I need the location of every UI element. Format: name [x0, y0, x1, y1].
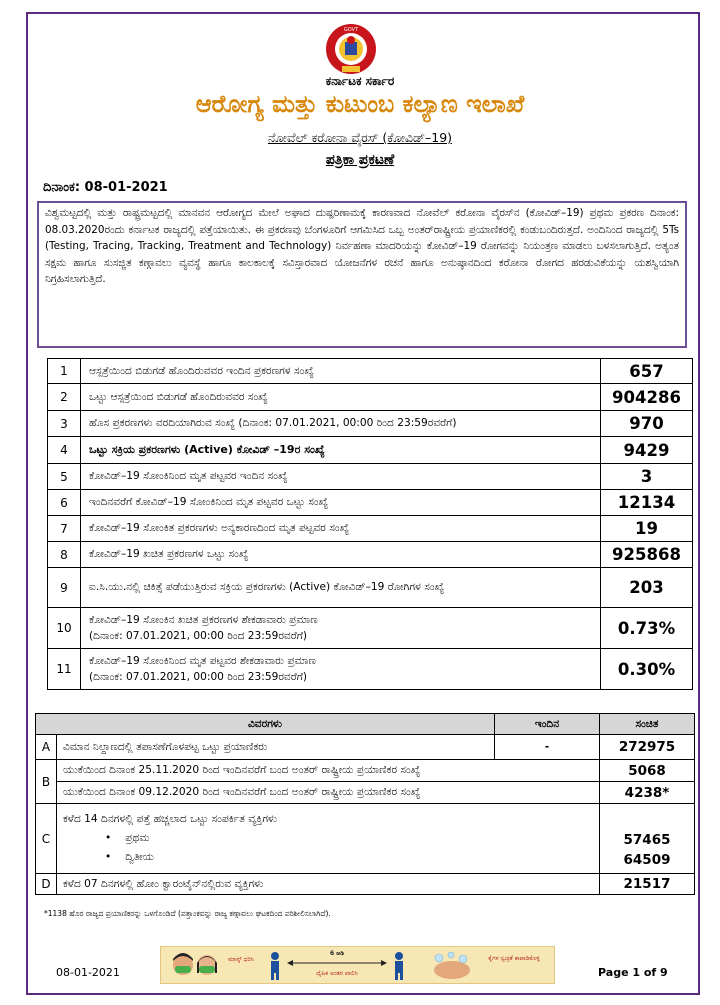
- stats-row-number: 7: [48, 516, 81, 542]
- row-d-letter: D: [36, 874, 57, 895]
- covid-stats-table: [47, 358, 693, 690]
- footnote: *1138 ಹೊರ ರಾಜ್ಯದ ಪ್ರಯಾಣಿಕರನ್ನು ಒಳಗೊಂಡಿದೆ (ಪತ್ತಾಂಕವನ್ನು ರಾಜ್ಯ ಕಣ್ಗಾವಲು ಘಟಕದಿಂದ ಪರಿಶೀಲಿಸಲಾಗಿದೆ).: [44, 909, 331, 918]
- stats-row-date-range: (ದಿನಾಂಕ: 07.01.2021, 00:00 ರಿಂದ 23:59ರವರೆಗೆ): [89, 629, 308, 642]
- row-a-total: 272975: [600, 735, 695, 760]
- row-d-total: 21517: [600, 874, 695, 895]
- row-c-desc-text: ಕಳೆದ 14 ದಿನಗಳಲ್ಲಿ ಪತ್ತೆ ಹಚ್ಚಲಾದ ಒಟ್ಟು ಸಂಪರ್ಕಿತ ವ್ಯಕ್ತಿಗಳು: [63, 813, 278, 825]
- stats-row-description: [81, 516, 601, 542]
- masked-faces-icon: [169, 951, 221, 981]
- stats-row-description: [81, 608, 601, 649]
- stats-row-number: 10: [48, 608, 81, 649]
- row-b1-total: 5068: [600, 760, 695, 782]
- row-b1-desc: ಯುಕೆಯಿಂದ ದಿನಾಂಕ 25.11.2020 ರಿಂದ ಇಂದಿನವರೆಗೆ ಬಂದ ಅಂತರ್ ರಾಷ್ಟ್ರೀಯ ಪ್ರಯಾಣಿಕರ ಸಂಖ್ಯೆ: [57, 760, 600, 782]
- release-date: ದಿನಾಂಕ: 08-01-2021: [43, 180, 168, 195]
- stats-row-description-text: ಕೋವಿಡ್–19 ಸೋಂಕಿನಿಂದ ಮೃತ ಪಟ್ಟವರ ಇಂದಿನ ಸಂಖ್ಯೆ: [89, 470, 288, 482]
- banner-mask-text: ಮಾಸ್ಕ್ ಧರಿಸಿ: [228, 956, 254, 963]
- stats-row: [48, 649, 693, 690]
- stats-row: [48, 542, 693, 568]
- stats-row-description: [81, 490, 601, 516]
- traveller-header-row: [36, 714, 695, 735]
- stats-row-description-text: ಆಸ್ಪತ್ರೆಯಿಂದ ಬಿಡುಗಡೆ ಹೊಂದಿರುವವರ ಇಂದಿನ ಪ್ರಕರಣಗಳ ಸಂಖ್ಯೆ: [89, 364, 314, 377]
- stats-row-description: [81, 568, 601, 608]
- stats-row-description-text: ಕೋವಿಡ್–19 ಸೋಂಕಿನಿಂದ ಮೃತ ಪಟ್ಟವರ ಶೇಕಡಾವಾರು ಪ್ರಮಾಣ: [89, 654, 316, 667]
- stats-row: [48, 384, 693, 411]
- row-d: [36, 874, 695, 895]
- row-b2-total: 4238*: [600, 782, 695, 804]
- svg-text:GOVT: GOVT: [343, 27, 359, 33]
- stats-row-value: 9429: [601, 437, 693, 464]
- stats-row-number: 11: [48, 649, 81, 690]
- row-d-desc: ಕಳೆದ 07 ದಿನಗಳಲ್ಲಿ ಹೋಂ ಕ್ವಾರಂಟೈನ್‌ನಲ್ಲಿರುವ ವ್ಯಕ್ತಿಗಳು: [57, 874, 600, 895]
- stats-row-number: 1: [48, 359, 81, 384]
- stats-row-description: [81, 649, 601, 690]
- stats-row-value: 203: [601, 568, 693, 608]
- stats-row: [48, 411, 693, 437]
- stats-row-number: 2: [48, 384, 81, 411]
- stats-row: [48, 464, 693, 490]
- stats-row-number: 9: [48, 568, 81, 608]
- government-name: ಕರ್ನಾಟಕ ಸರ್ಕಾರ: [325, 74, 395, 88]
- stats-row-value: 657: [601, 359, 693, 384]
- row-b1: [36, 760, 695, 782]
- stats-row-description-text: ಕೋವಿಡ್–19 ಖಚಿತ ಪ್ರಕರಣಗಳ ಒಟ್ಟು ಸಂಖ್ಯೆ: [89, 548, 249, 560]
- stats-row-description-text: ಕೋವಿಡ್–19 ಸೋಂಕಿತ ಪ್ರಕರಣಗಳು ಅನ್ಯಕಾರಣದಿಂದ ಮೃತ ಪಟ್ಟವರ ಸಂಖ್ಯೆ: [89, 522, 350, 534]
- footer-page-number: Page 1 of 9: [598, 966, 668, 979]
- row-a: [36, 735, 695, 760]
- row-c-letter: C: [36, 804, 57, 874]
- row-b2-desc: ಯುಕೆಯಿಂದ ದಿನಾಂಕ 09.12.2020 ರಿಂದ ಇಂದಿನವರೆಗೆ ಬಂದ ಅಂತರ್ ರಾಷ್ಟ್ರೀಯ ಪ್ರಯಾಣಿಕರ ಸಂಖ್ಯೆ: [57, 782, 600, 804]
- stats-row-description: [81, 359, 601, 384]
- stats-row: [48, 437, 693, 464]
- karnataka-emblem-icon: [318, 22, 384, 78]
- row-a-today: -: [495, 735, 600, 760]
- stats-row: [48, 608, 693, 649]
- distance-arrow-icon: [287, 959, 387, 967]
- stats-row-value: 19: [601, 516, 693, 542]
- row-a-desc: ವಿಮಾನ ನಿಲ್ದಾಣದಲ್ಲಿ ತಪಾಸಣೆಗೊಳಪಟ್ಟ ಒಟ್ಟು ಪ್ರಯಾಣಿಕರು: [57, 735, 495, 760]
- subtitle: [0, 130, 720, 146]
- stats-row-description: [81, 411, 601, 437]
- footer-date: 08-01-2021: [56, 966, 120, 979]
- stats-row-description: [81, 464, 601, 490]
- stats-row: [48, 359, 693, 384]
- stats-row-description-text: ಹೊಸ ಪ್ರಕರಣಗಳು ವರದಿಯಾಗಿರುವ ಸಂಖ್ಯೆ (ದಿನಾಂಕ: 07.01.2021, 00:00 ರಿಂದ 23:59ರವರೆಗೆ): [89, 417, 457, 429]
- department-title: ಆರೋಗ್ಯ ಮತ್ತು ಕುಟುಂಬ ಕಲ್ಯಾಣ ಇಲಾಖೆ: [195, 90, 525, 118]
- row-c-desc: [57, 804, 600, 874]
- person-left-icon: [267, 951, 283, 981]
- washing-hands-icon: [429, 950, 475, 982]
- banner-distance-text: ದೈಹಿಕ ಅಂತರ ಪಾಲಿಸಿ: [316, 970, 358, 977]
- row-c-secondary-total: 64509: [623, 851, 671, 868]
- stats-row-number: 4: [48, 437, 81, 464]
- stats-row-description: [81, 384, 601, 411]
- stats-row: [48, 516, 693, 542]
- stats-row-number: 6: [48, 490, 81, 516]
- stats-row-number: 5: [48, 464, 81, 490]
- stats-row-value: 3: [601, 464, 693, 490]
- stats-row-description: [81, 437, 601, 464]
- row-c-primary-total: 57465: [623, 831, 671, 848]
- stats-row-value: 12134: [601, 490, 693, 516]
- header-today: ಇಂದಿನ: [495, 714, 600, 735]
- row-c-primary-label: • ಪ್ರಥಮ: [63, 832, 593, 845]
- banner-distance-value: 6 ಅಡಿ: [330, 950, 344, 957]
- safety-banner: [160, 946, 555, 984]
- stats-row-description-text: ಐ.ಸಿ.ಯು.ನಲ್ಲಿ ಚಿಕಿತ್ಸೆ ಪಡೆಯುತ್ತಿರುವ ಸಕ್ರಿಯ ಪ್ರಕರಣಗಳು (Active) ಕೋವಿಡ್–19 ರೋಗಿಗಳ ಸಂಖ್ಯೆ: [89, 581, 445, 593]
- stats-row-date-range: (ದಿನಾಂಕ: 07.01.2021, 00:00 ರಿಂದ 23:59ರವರೆಗೆ): [89, 670, 308, 683]
- stats-row: [48, 490, 693, 516]
- stats-row-value: 0.73%: [601, 608, 693, 649]
- stats-row-number: 8: [48, 542, 81, 568]
- stats-row-value: 0.30%: [601, 649, 693, 690]
- row-c-totals: [600, 804, 695, 874]
- banner-hands-text: ಕೈಗಳ ಸ್ವಚ್ಛತೆ ಕಾಪಾಡಿಕೊಳ್ಳಿ: [488, 955, 540, 962]
- stats-row-value: 925868: [601, 542, 693, 568]
- stats-row: [48, 568, 693, 608]
- stats-row-description-text: ಒಟ್ಟು ಸಕ್ರಿಯ ಪ್ರಕರಣಗಳು (Active) ಕೋವಿಡ್ –19ರ ಸಂಖ್ಯೆ: [89, 443, 325, 456]
- press-release-title: [0, 152, 720, 168]
- covid-stats-body: [48, 359, 693, 690]
- person-right-icon: [391, 951, 407, 981]
- press-release-title-text: ಪತ್ರಿಕಾ ಪ್ರಕಟಣೆ: [325, 152, 395, 168]
- header-details: ವಿವರಗಳು: [36, 714, 495, 735]
- stats-row-number: 3: [48, 411, 81, 437]
- stats-row-value: 970: [601, 411, 693, 437]
- intro-paragraph: ವಿಶ್ವಮಟ್ಟದಲ್ಲಿ ಮತ್ತು ರಾಷ್ಟ್ರಮಟ್ಟದಲ್ಲಿ ಮಾನವನ ಆರೋಗ್ಯದ ಮೇಲೆ ಅಘಾದ ದುಷ್ಪರಿಣಾಮಕ್ಕೆ ಕಾರಣವಾದ ನೋವೆಲ್ ಕರೋನಾ ವೈರಸ್‌ನ (ಕೋವಿಡ್–19) ಪ್ರಥಮ ಪ್ರಕರಣ ದಿನಾಂಕ: 08.03.2020ರಂದು ಕರ್ನಾಟಕ ರಾಜ್ಯದಲ್ಲಿ ಪತ್ತೆಯಾಯಿತು. ಈ ಪ್ರಕರಣವು ಬೆಂಗಳೂರಿಗೆ ಆಗಮಿಸಿದ ಒಬ್ಬ ಅಂತರ್‌ರಾಷ್ಟ್ರೀಯ ಪ್ರಯಾಣಿಕರಲ್ಲಿ ಕಂಡುಬಂದಿರುತ್ತದೆ. ಅಂದಿನಿಂದ ರಾಜ್ಯದಲ್ಲಿ 5Ts (Testing, Tracing, Tracking, Treatment and Technology) ನಿರ್ವಹಣಾ ಮಾದರಿಯನ್ನು ಕೋವಿಡ್–19 ರೋಗವನ್ನು ನಿಯಂತ್ರಣ ಮಾಡಲು ಬಳಸಲಾಗುತ್ತಿದೆ. ಅತ್ಯಂತ ಸಕ್ಷಮ ಹಾಗೂ ಸುಸಜ್ಜಿತ ಕಣ್ಗಾವಲು ವ್ಯವಸ್ಥೆ ಹಾಗೂ ಕಾಲಕಾಲಕ್ಕೆ ಸವಿಸ್ತಾರವಾದ ಯೋಜನೆಗಳ ರಚನೆ ಹಾಗೂ ಅನುಷ್ಠಾನದಿಂದ ಕರೋನಾ ರೋಗದ ಹರಡುವಿಕೆಯನ್ನು ಯಶಸ್ವಿಯಾಗಿ ನಿಗ್ರಹಿಸಲಾಗುತ್ತಿದೆ.: [37, 201, 687, 348]
- traveller-table: [35, 713, 695, 895]
- stats-row-description-text: ಕೋವಿಡ್–19 ಸೋಂಕಿನ ಖಚಿತ ಪ್ರಕರಣಗಳ ಶೇಕಡಾವಾರು ಪ್ರಮಾಣ: [89, 613, 318, 626]
- stats-row-description-text: ಇಂದಿನವರೆಗೆ ಕೋವಿಡ್–19 ಸೋಂಕಿನಿಂದ ಮೃತ ಪಟ್ಟವರ ಒಟ್ಟು ಸಂಖ್ಯೆ: [89, 496, 329, 508]
- row-c: [36, 804, 695, 874]
- row-b-letter: B: [36, 760, 57, 804]
- row-b2: [36, 782, 695, 804]
- row-c-secondary-label: • ದ್ವಿತೀಯ: [63, 851, 593, 864]
- stats-row-description-text: ಒಟ್ಟು ಆಸ್ಪತ್ರೆಯಿಂದ ಬಿಡುಗಡೆ ಹೊಂದಿರುವವರ ಸಂಖ್ಯೆ: [89, 390, 268, 403]
- row-a-letter: A: [36, 735, 57, 760]
- stats-row-value: 904286: [601, 384, 693, 411]
- subtitle-text: ನೋವೆಲ್ ಕರೋನಾ ವೈರಸ್ (ಕೋವಿಡ್–19): [267, 130, 453, 145]
- stats-row-description: [81, 542, 601, 568]
- header-total: ಸಂಚಿತ: [600, 714, 695, 735]
